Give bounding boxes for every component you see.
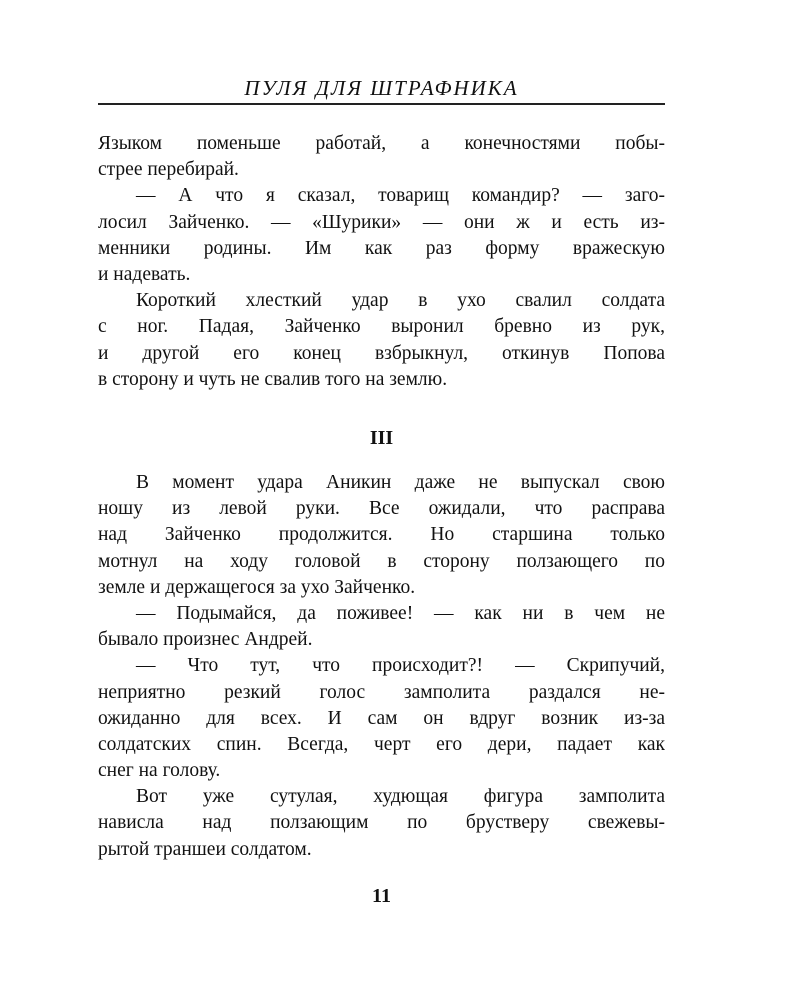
text-line: — Подымайся, да поживее! — как ни в чем не	[136, 602, 665, 624]
text-block-before-chapter	[98, 131, 665, 393]
text-line: и надевать.	[98, 263, 191, 285]
text-line: с ног. Падая, Зайченко выронил бревно из рук,	[98, 316, 665, 338]
text-line: — Что тут, что происходит?! — Скрипучий,	[136, 655, 665, 677]
text-line: — А что я сказал, товарищ командир? — заго-	[136, 185, 665, 207]
text-line: Короткий хлесткий удар в ухо свалил солдата	[136, 290, 665, 312]
running-head-title: ПУЛЯ ДЛЯ ШТРАФНИКА	[244, 76, 519, 100]
text-line: В момент удара Аникин даже не выпускал свою	[136, 472, 665, 493]
text-line: солдатских спин. Всегда, черт его дери, падает как	[98, 733, 665, 755]
page-number: 11	[372, 885, 391, 907]
text-line: Языком поменьше работай, а конечностями побы-	[98, 133, 665, 154]
text-line: стрее перебирай.	[98, 159, 239, 181]
text-line: менники родины. Им как раз форму вражескую	[98, 237, 665, 259]
text-line: мотнул на ходу головой в сторону ползающего по	[98, 550, 665, 572]
text-line: ожиданно для всех. И сам он вдруг возник из-за	[98, 707, 665, 729]
text-line: неприятно резкий голос замполита раздался не-	[98, 681, 665, 703]
text-line: рытой траншеи солдатом.	[98, 838, 312, 860]
text-line: лосил Зайченко. — «Шурики» — они ж и есть из-	[98, 211, 665, 233]
header-rule	[98, 103, 665, 105]
text-line: земле и держащегося за ухо Зайченко.	[98, 576, 416, 598]
text-line: бывало произнес Андрей.	[98, 629, 313, 651]
text-line: в сторону и чуть не свалив того на землю.	[98, 368, 448, 390]
text-line: и другой его конец взбрыкнул, откинув Попова	[98, 342, 665, 364]
text-line: Вот уже сутулая, худющая фигура замполита	[136, 786, 665, 808]
text-line: над Зайченко продолжится. Но старшина только	[98, 524, 665, 546]
text-line: ношу из левой руки. Все ожидали, что расправа	[98, 498, 665, 520]
text-line: нависла над ползающим по брустверу свежевы-	[98, 812, 665, 834]
text-block-after-chapter	[98, 470, 665, 863]
chapter-heading: III	[369, 427, 394, 449]
text-line: снег на голову.	[98, 760, 221, 782]
book-page	[98, 0, 665, 1000]
